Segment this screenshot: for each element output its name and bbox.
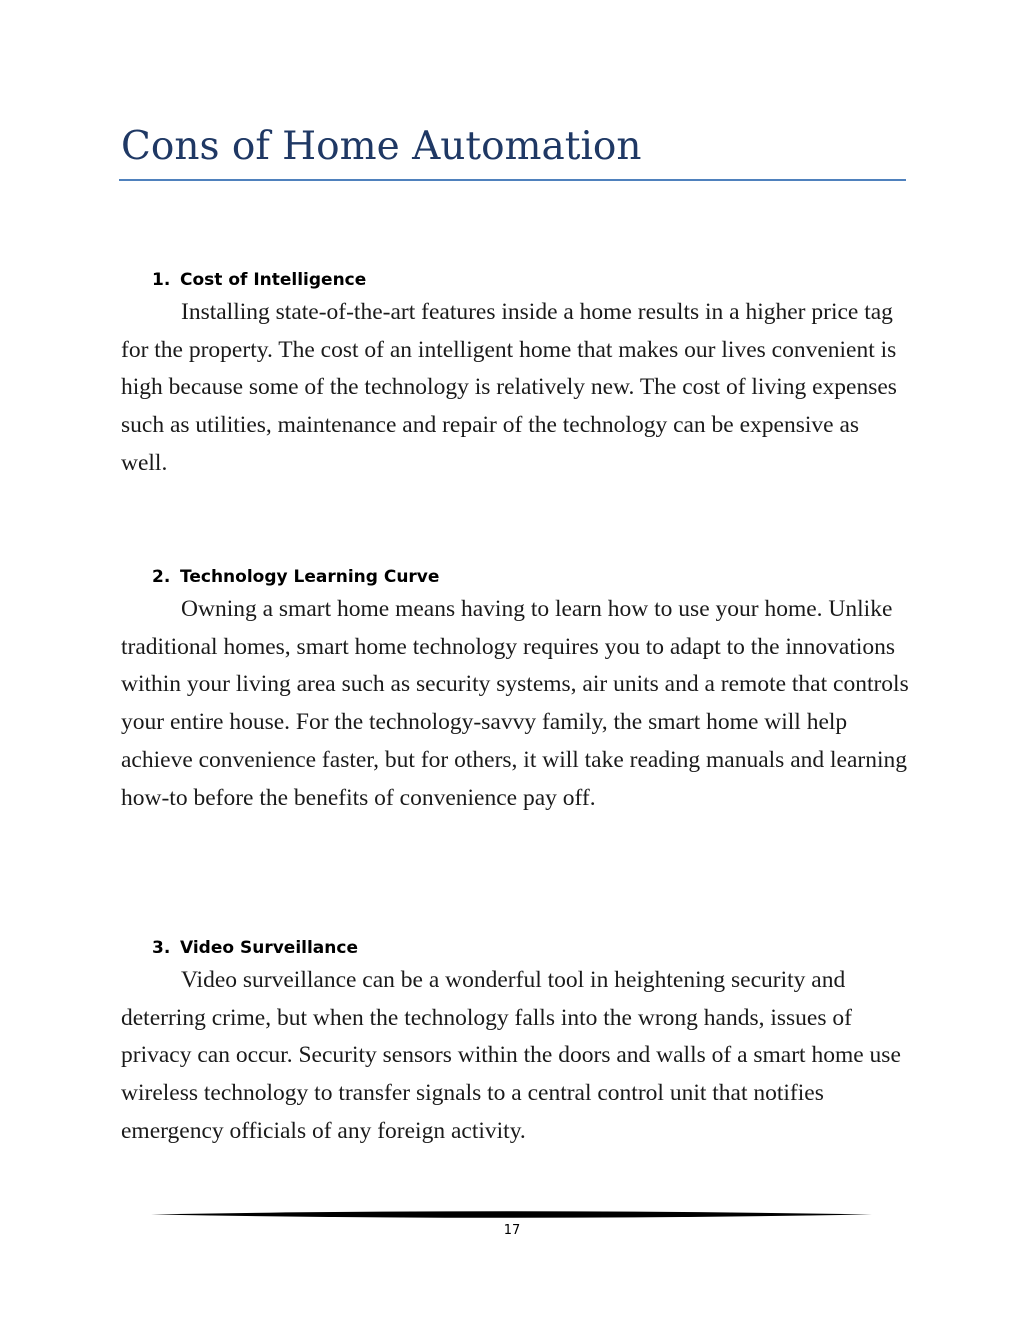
section-heading	[121, 268, 911, 292]
section-heading-text: Technology Learning Curve	[180, 567, 440, 587]
section-video-surveillance	[121, 936, 911, 1151]
section-heading	[121, 936, 911, 960]
page-number: 17	[503, 1223, 521, 1238]
section-number: 3.	[152, 938, 171, 958]
section-heading-text: Cost of Intelligence	[180, 270, 367, 290]
title-underline	[119, 179, 906, 181]
section-technology-learning-curve	[121, 565, 911, 817]
section-heading	[121, 565, 911, 589]
footer-divider	[151, 1209, 872, 1221]
section-cost-of-intelligence	[121, 268, 911, 483]
section-body: Owning a smart home means having to learn how to use your home. Unlike traditional homes, smart home technology requires you to adapt to the innovations within your living area such as security systems, air units and a remote that controls your entire house. For the technology-savvy family, the smart home will help achieve convenience faster, but for others, it will take reading manuals and learning how-to before the benefits of convenience pay off.	[121, 596, 909, 811]
section-body: Video surveillance can be a wonderful tool in heightening security and deterring crime, but when the technology falls into the wrong hands, issues of privacy can occur. Security sensors within the doors and walls of a smart home use wireless technology to transfer signals to a central control unit that notifies emergency officials of any foreign activity.	[121, 967, 901, 1144]
section-heading-text: Video Surveillance	[180, 938, 358, 958]
section-number: 1.	[152, 270, 171, 290]
section-number: 2.	[152, 567, 171, 587]
section-body: Installing state-of-the-art features inside a home results in a higher price tag for the property. The cost of an intelligent home that makes our lives convenient is high because some of the technology is relatively new. The cost of living expenses such as utilities, maintenance and repair of the technology can be expensive as well.	[121, 299, 897, 476]
page-title: Cons of Home Automation	[121, 124, 642, 169]
